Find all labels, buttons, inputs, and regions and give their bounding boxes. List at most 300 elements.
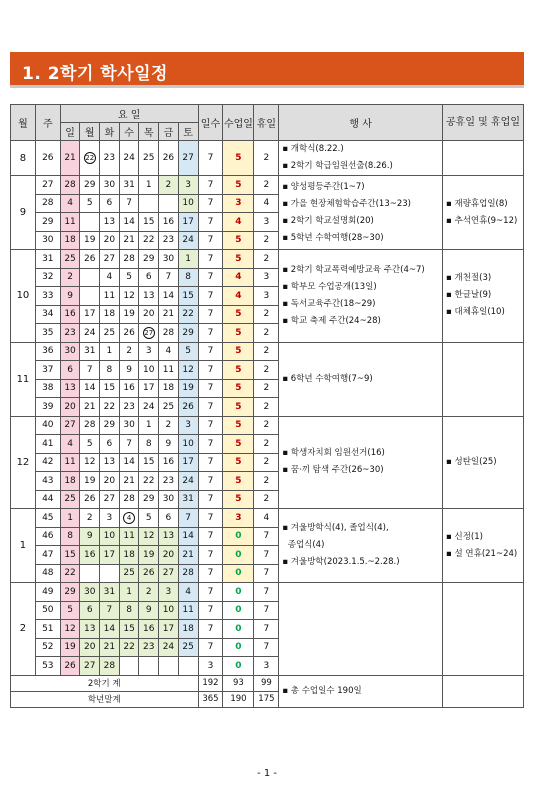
day-cell: 20 (100, 472, 120, 491)
class-days-cell: 5 (223, 342, 254, 361)
summary-value: 365 (198, 691, 223, 707)
class-days-cell: 4 (223, 268, 254, 287)
day-cell: 3 (178, 176, 198, 195)
day-cell: 8 (100, 361, 120, 380)
holidays-note-cell (443, 141, 524, 176)
day-cell: 2 (60, 268, 80, 287)
table-row (11, 141, 524, 176)
day-cell: 13 (60, 379, 80, 398)
holidays-cell: 2 (254, 472, 279, 491)
holidays-cell: 7 (254, 620, 279, 639)
day-cell: 10 (178, 435, 198, 454)
day-cell: 27 (80, 657, 100, 676)
week-cell: 36 (35, 342, 60, 361)
day-cell: 24 (139, 398, 159, 417)
day-cell: 6 (100, 435, 120, 454)
summary-label: 2학기 계 (11, 675, 199, 691)
week-cell: 33 (35, 287, 60, 306)
school-days-cell: 7 (198, 287, 223, 306)
week-cell: 45 (35, 509, 60, 528)
day-cell: 8 (178, 268, 198, 287)
month-cell: 2 (11, 583, 36, 676)
school-days-cell: 7 (198, 564, 223, 583)
month-cell: 9 (11, 176, 36, 250)
day-cell: 16 (159, 453, 179, 472)
holiday-day-mark: 22 (85, 154, 95, 162)
holidays-cell: 2 (254, 379, 279, 398)
school-days-cell: 7 (198, 268, 223, 287)
day-cell: 24 (178, 472, 198, 491)
page-title: 1. 2학기 학사일정 (22, 64, 168, 84)
week-cell: 42 (35, 453, 60, 472)
day-cell: 12 (139, 527, 159, 546)
holidays-cell: 2 (254, 176, 279, 195)
week-cell: 31 (35, 250, 60, 269)
header-public-holidays: 공휴일 및 휴업일 (443, 105, 524, 141)
holidays-cell: 4 (254, 509, 279, 528)
class-days-cell: 5 (223, 490, 254, 509)
day-cell: 12 (80, 453, 100, 472)
school-days-cell: 7 (198, 213, 223, 232)
day-cell: 22 (139, 472, 159, 491)
day-cell (80, 141, 100, 176)
holidays-cell: 7 (254, 601, 279, 620)
school-days-cell: 7 (198, 194, 223, 213)
school-days-cell: 7 (198, 583, 223, 602)
day-cell: 14 (119, 453, 139, 472)
day-cell: 17 (159, 620, 179, 639)
class-days-cell: 5 (223, 176, 254, 195)
class-days-cell: 0 (223, 527, 254, 546)
holidays-note-cell (443, 583, 524, 676)
day-cell (139, 657, 159, 676)
school-days-cell: 7 (198, 509, 223, 528)
day-cell: 27 (60, 416, 80, 435)
day-cell (139, 194, 159, 213)
day-cell: 21 (119, 472, 139, 491)
table-row (11, 250, 524, 269)
day-cell: 29 (139, 250, 159, 269)
day-cell: 6 (100, 194, 120, 213)
holiday-day-mark: 4 (123, 512, 135, 524)
day-cell: 7 (100, 601, 120, 620)
day-cell: 2 (119, 342, 139, 361)
holidays-cell: 2 (254, 250, 279, 269)
class-days-cell: 5 (223, 453, 254, 472)
day-cell: 31 (178, 490, 198, 509)
school-days-cell: 7 (198, 638, 223, 657)
day-cell: 14 (119, 213, 139, 232)
day-cell: 29 (60, 583, 80, 602)
holidays-cell: 7 (254, 564, 279, 583)
holiday-line: ▪ 개천절(3) (446, 273, 492, 284)
day-cell: 29 (100, 416, 120, 435)
day-cell (159, 657, 179, 676)
class-days-cell: 0 (223, 657, 254, 676)
day-cell (80, 287, 100, 306)
header-days: 요 일 (60, 105, 198, 123)
day-cell: 24 (80, 324, 100, 343)
day-cell: 27 (100, 250, 120, 269)
school-days-cell: 3 (198, 657, 223, 676)
class-days-cell: 3 (223, 509, 254, 528)
class-days-cell: 0 (223, 583, 254, 602)
summary-label: 학년말계 (11, 691, 199, 707)
event-line: ▪ 5학년 수학여행(28~30) (282, 232, 384, 243)
holidays-cell: 2 (254, 361, 279, 380)
day-cell: 7 (178, 509, 198, 528)
class-days-cell: 5 (223, 416, 254, 435)
day-cell: 1 (178, 250, 198, 269)
day-cell: 25 (159, 398, 179, 417)
day-cell: 19 (139, 546, 159, 565)
week-cell: 27 (35, 176, 60, 195)
day-cell: 10 (100, 527, 120, 546)
class-days-cell: 5 (223, 324, 254, 343)
holiday-line: ▪ 신정(1) (446, 531, 483, 542)
day-cell: 4 (100, 268, 120, 287)
class-days-cell: 0 (223, 601, 254, 620)
day-cell: 6 (139, 268, 159, 287)
day-cell: 24 (178, 231, 198, 250)
day-cell: 28 (119, 490, 139, 509)
day-cell: 26 (119, 324, 139, 343)
day-cell: 25 (60, 490, 80, 509)
day-cell (80, 213, 100, 232)
summary-value: 93 (223, 675, 254, 691)
day-cell: 2 (159, 416, 179, 435)
day-cell: 21 (159, 305, 179, 324)
day-cell: 2 (159, 176, 179, 195)
day-cell: 16 (159, 213, 179, 232)
day-cell: 23 (139, 638, 159, 657)
day-cell: 18 (60, 231, 80, 250)
table-row (11, 342, 524, 361)
school-days-cell: 7 (198, 601, 223, 620)
week-cell: 26 (35, 141, 60, 176)
week-cell: 39 (35, 398, 60, 417)
school-days-cell: 7 (198, 453, 223, 472)
day-cell: 14 (100, 620, 120, 639)
table-row (11, 509, 524, 528)
day-cell: 30 (159, 250, 179, 269)
day-cell: 26 (60, 657, 80, 676)
day-cell: 23 (60, 324, 80, 343)
day-cell: 17 (100, 546, 120, 565)
event-line: ▪ 학생자치회 임원선거(16) (282, 448, 385, 459)
day-cell: 8 (119, 601, 139, 620)
holidays-cell: 3 (254, 213, 279, 232)
school-days-cell: 7 (198, 141, 223, 176)
class-days-cell: 4 (223, 213, 254, 232)
events-cell (279, 250, 443, 343)
table-row (11, 176, 524, 195)
day-cell: 26 (80, 250, 100, 269)
events-cell (279, 583, 443, 676)
day-cell: 22 (100, 398, 120, 417)
day-cell: 28 (80, 416, 100, 435)
holidays-note-cell (443, 416, 524, 509)
day-cell: 1 (119, 583, 139, 602)
day-cell: 13 (100, 213, 120, 232)
school-days-cell: 7 (198, 527, 223, 546)
day-cell: 4 (60, 435, 80, 454)
day-cell: 4 (159, 342, 179, 361)
day-cell: 4 (60, 194, 80, 213)
day-cell: 27 (159, 564, 179, 583)
day-cell: 2 (80, 509, 100, 528)
event-line: ▪ 6학년 수학여행(7~9) (282, 373, 373, 384)
day-cell (159, 194, 179, 213)
page-number: - 1 - (257, 768, 277, 779)
school-days-cell: 7 (198, 324, 223, 343)
day-cell: 14 (80, 379, 100, 398)
week-cell: 29 (35, 213, 60, 232)
day-cell: 16 (139, 620, 159, 639)
day-cell: 1 (139, 176, 159, 195)
summary-value: 192 (198, 675, 223, 691)
day-cell: 19 (80, 231, 100, 250)
class-days-cell: 5 (223, 361, 254, 380)
day-cell: 5 (80, 435, 100, 454)
week-cell: 52 (35, 638, 60, 657)
total-class-days: ▪ 총 수업일수 190일 (279, 675, 443, 707)
day-cell: 15 (178, 287, 198, 306)
week-cell: 53 (35, 657, 60, 676)
day-cell: 28 (100, 657, 120, 676)
events-cell (279, 342, 443, 416)
class-days-cell: 0 (223, 546, 254, 565)
day-cell (80, 268, 100, 287)
header-day: 수 (119, 123, 139, 141)
holidays-cell: 4 (254, 194, 279, 213)
day-cell: 19 (60, 638, 80, 657)
week-cell: 49 (35, 583, 60, 602)
holidays-cell: 3 (254, 287, 279, 306)
schedule-table (10, 104, 524, 708)
day-cell: 17 (178, 453, 198, 472)
header-day: 일 (60, 123, 80, 141)
holidays-cell: 3 (254, 268, 279, 287)
holidays-cell: 2 (254, 324, 279, 343)
school-days-cell: 7 (198, 490, 223, 509)
day-cell: 12 (119, 287, 139, 306)
day-cell: 26 (139, 564, 159, 583)
event-line: ▪ 겨울방학(2023.1.5.~2.28.) (282, 557, 400, 567)
class-days-cell: 5 (223, 141, 254, 176)
day-cell: 15 (139, 453, 159, 472)
week-cell: 38 (35, 379, 60, 398)
day-cell: 10 (178, 194, 198, 213)
day-cell: 21 (119, 231, 139, 250)
day-cell: 11 (60, 213, 80, 232)
day-cell: 7 (119, 194, 139, 213)
day-cell: 11 (60, 453, 80, 472)
day-cell: 13 (139, 287, 159, 306)
school-days-cell: 7 (198, 379, 223, 398)
day-cell: 22 (60, 564, 80, 583)
day-cell: 27 (178, 141, 198, 176)
day-cell: 30 (119, 416, 139, 435)
day-cell: 22 (178, 305, 198, 324)
holidays-note-cell (443, 509, 524, 583)
day-cell: 9 (80, 527, 100, 546)
school-days-cell: 7 (198, 435, 223, 454)
week-cell: 35 (35, 324, 60, 343)
header-holidays: 휴일 (254, 105, 279, 141)
day-cell: 5 (80, 194, 100, 213)
week-cell: 50 (35, 601, 60, 620)
day-cell: 18 (178, 620, 198, 639)
holiday-line: ▪ 한글날(9) (446, 290, 492, 301)
event-line: ▪ 2학기 학급임원선출(8.26.) (282, 161, 393, 171)
month-cell: 12 (11, 416, 36, 509)
day-cell: 11 (159, 361, 179, 380)
day-cell: 18 (159, 379, 179, 398)
day-cell: 3 (100, 509, 120, 528)
header-month: 월 (11, 105, 36, 141)
events-cell (279, 509, 443, 583)
day-cell: 7 (80, 361, 100, 380)
day-cell: 30 (159, 490, 179, 509)
day-cell: 9 (159, 435, 179, 454)
holidays-cell: 2 (254, 453, 279, 472)
school-days-cell: 7 (198, 546, 223, 565)
day-cell: 23 (100, 141, 120, 176)
holidays-cell: 2 (254, 398, 279, 417)
day-cell (119, 509, 139, 528)
class-days-cell: 5 (223, 305, 254, 324)
class-days-cell: 3 (223, 194, 254, 213)
holidays-cell: 7 (254, 527, 279, 546)
summary-value: 190 (223, 691, 254, 707)
day-cell: 20 (60, 398, 80, 417)
class-days-cell: 4 (223, 287, 254, 306)
day-cell: 24 (159, 638, 179, 657)
day-cell: 6 (60, 361, 80, 380)
day-cell: 30 (80, 583, 100, 602)
day-cell: 2 (139, 583, 159, 602)
header-school-days: 일수 (198, 105, 223, 141)
day-cell: 24 (119, 141, 139, 176)
events-cell (279, 176, 443, 250)
header-class-days: 수업일 (223, 105, 254, 141)
school-days-cell: 7 (198, 416, 223, 435)
day-cell: 11 (119, 527, 139, 546)
day-cell: 29 (139, 490, 159, 509)
day-cell: 21 (60, 141, 80, 176)
holidays-cell: 2 (254, 435, 279, 454)
day-cell: 25 (178, 638, 198, 657)
day-cell: 27 (100, 490, 120, 509)
week-cell: 28 (35, 194, 60, 213)
day-cell: 6 (80, 601, 100, 620)
school-days-cell: 7 (198, 361, 223, 380)
day-cell: 28 (119, 250, 139, 269)
day-cell: 15 (100, 379, 120, 398)
holiday-line: ▪ 설 연휴(21~24) (446, 548, 518, 559)
holidays-cell: 3 (254, 657, 279, 676)
day-cell: 14 (178, 527, 198, 546)
holidays-note-cell (443, 176, 524, 250)
holidays-cell: 2 (254, 305, 279, 324)
summary-row (11, 675, 524, 691)
holiday-line: ▪ 대체휴일(10) (446, 307, 505, 318)
month-cell: 10 (11, 250, 36, 343)
holiday-day-mark: 27 (144, 328, 154, 337)
day-cell: 18 (100, 305, 120, 324)
day-cell: 16 (60, 305, 80, 324)
event-line: ▪ 학부모 수업공개(13일) (282, 281, 377, 292)
day-cell: 18 (60, 472, 80, 491)
school-days-cell: 7 (198, 342, 223, 361)
event-line: ▪ 양성평등주간(1~7) (282, 181, 365, 192)
day-cell: 5 (60, 601, 80, 620)
day-cell (178, 657, 198, 676)
holiday-line: ▪ 성탄일(25) (446, 456, 497, 467)
header-day: 월 (80, 123, 100, 141)
day-cell: 26 (159, 141, 179, 176)
week-cell: 40 (35, 416, 60, 435)
day-cell: 12 (178, 361, 198, 380)
summary-value: 175 (254, 691, 279, 707)
week-cell: 43 (35, 472, 60, 491)
holidays-cell: 7 (254, 546, 279, 565)
day-cell: 5 (139, 509, 159, 528)
week-cell: 48 (35, 564, 60, 583)
day-cell: 26 (80, 490, 100, 509)
day-cell: 29 (80, 176, 100, 195)
event-line: ▪ 가을 현장체험학습주간(13~23) (282, 198, 411, 209)
event-line: ▪ 2학기 학교폭력예방교육 주간(4~7) (282, 264, 425, 275)
school-days-cell: 7 (198, 231, 223, 250)
school-days-cell: 7 (198, 398, 223, 417)
week-cell: 41 (35, 435, 60, 454)
day-cell: 3 (139, 342, 159, 361)
week-cell: 44 (35, 490, 60, 509)
day-cell: 1 (60, 509, 80, 528)
day-cell: 17 (139, 379, 159, 398)
summary-value: 99 (254, 675, 279, 691)
day-cell: 23 (159, 231, 179, 250)
day-cell: 3 (178, 416, 198, 435)
day-cell: 9 (60, 287, 80, 306)
day-cell: 23 (159, 472, 179, 491)
week-cell: 51 (35, 620, 60, 639)
day-cell: 23 (119, 398, 139, 417)
day-cell: 18 (119, 546, 139, 565)
week-cell: 34 (35, 305, 60, 324)
day-cell: 19 (178, 379, 198, 398)
day-cell: 1 (100, 342, 120, 361)
day-cell: 13 (159, 527, 179, 546)
day-cell: 9 (119, 361, 139, 380)
day-cell: 17 (80, 305, 100, 324)
month-cell: 8 (11, 141, 36, 176)
day-cell: 30 (100, 176, 120, 195)
header-day: 목 (139, 123, 159, 141)
holidays-cell: 7 (254, 583, 279, 602)
day-cell: 21 (80, 398, 100, 417)
day-cell: 12 (60, 620, 80, 639)
day-cell: 15 (60, 546, 80, 565)
event-line: ▪ 2학기 학교설명회(20) (282, 215, 374, 226)
day-cell (119, 657, 139, 676)
day-cell: 5 (178, 342, 198, 361)
day-cell: 17 (178, 213, 198, 232)
event-line: ▪ 겨울방학식(4), 졸업식(4), (282, 523, 389, 533)
table-row (11, 416, 524, 435)
